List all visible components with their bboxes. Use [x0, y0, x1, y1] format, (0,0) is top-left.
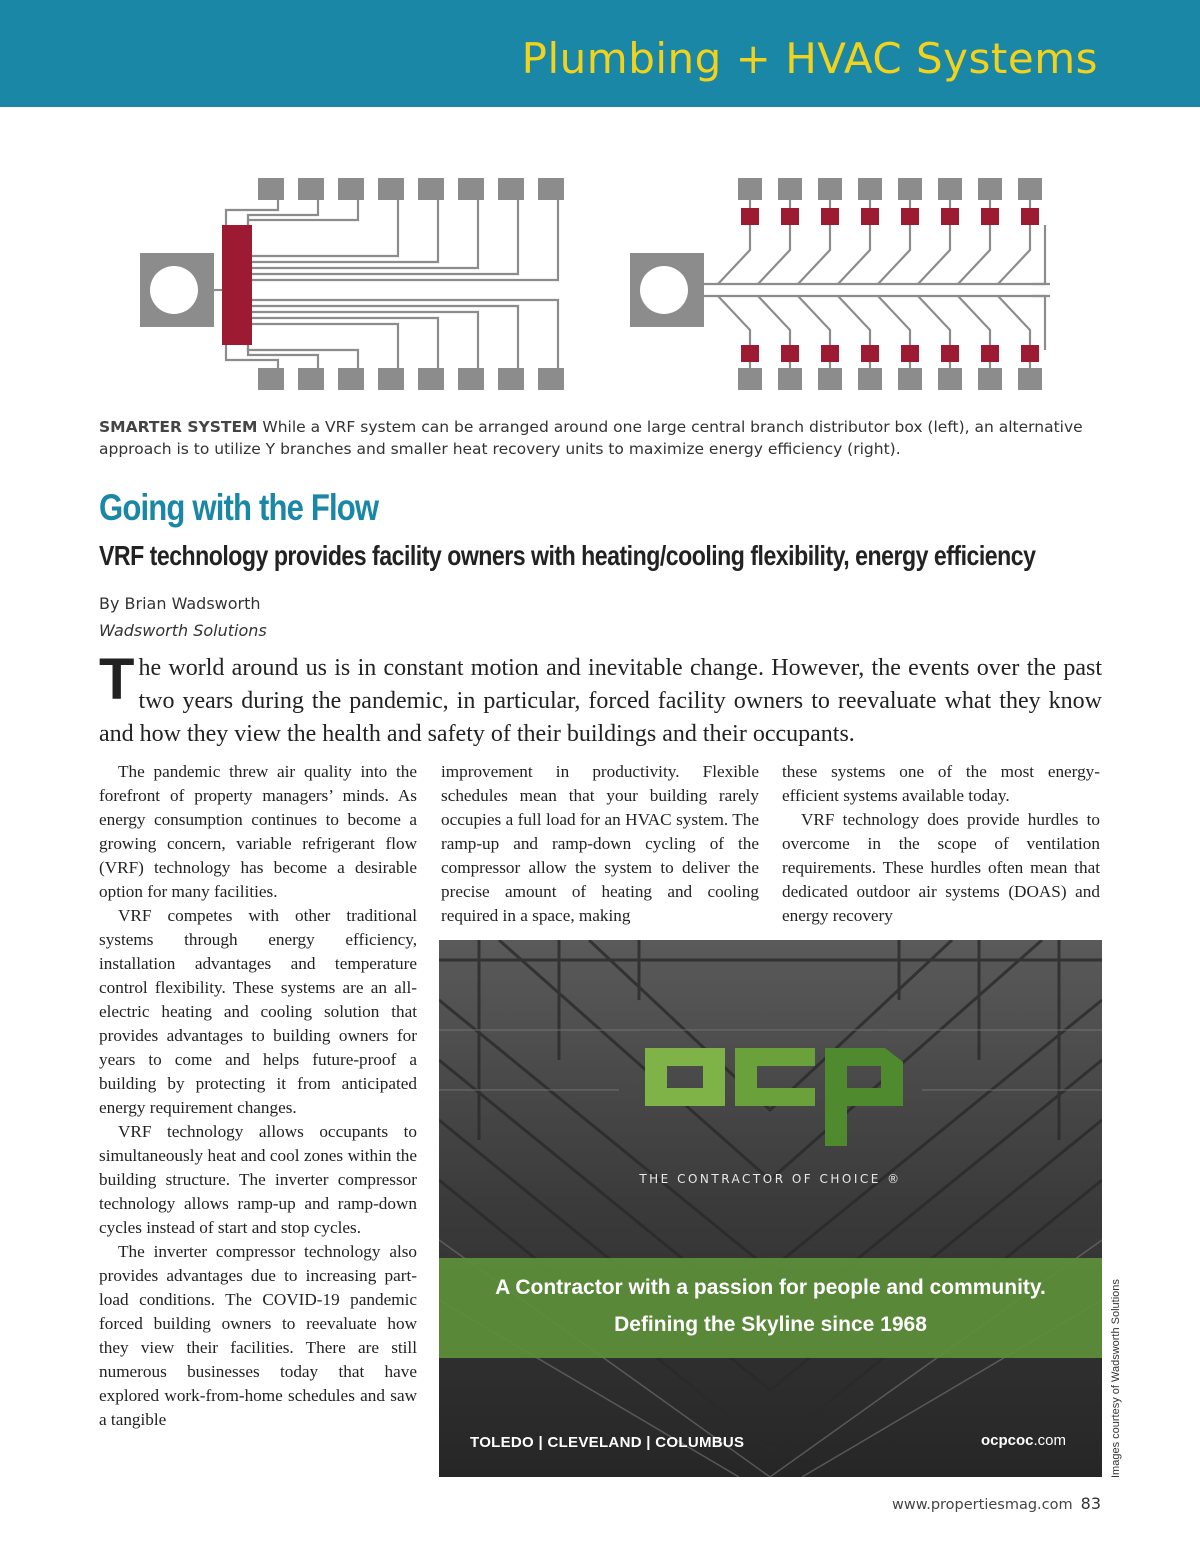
body-column-3	[782, 760, 1100, 928]
body-paragraph: The pandemic threw air quality into the forefront of property managers’ minds. As energy consumption continues to become a growing concern, variable refrigerant flow (VRF) technology has become a desirable option for many facilities.	[99, 762, 417, 901]
page-number: 83	[1080, 1494, 1101, 1513]
author-organization: Wadsworth Solutions	[99, 621, 267, 640]
section-banner	[0, 0, 1200, 107]
caption-text: While a VRF system can be arranged around one large central branch distributor box (left), an alternative approach is to utilize Y branches and smaller heat recovery units to maximize energy efficiency (right).	[99, 418, 1083, 458]
vrf-layout-diagram	[130, 170, 1070, 400]
image-credit: Images courtesy of Wadsworth Solutions	[1110, 1279, 1122, 1478]
body-paragraph: improvement in productivity. Flexible schedules mean that your building rarely occupies a full load for an HVAC system. The ramp-up and ramp-down cycling of the compressor allow the system to deliver the precise amount of heating and cooling required in a space, making	[441, 762, 759, 925]
ad-url-bold: ocpcoc	[980, 1432, 1034, 1449]
ad-tagline: THE CONTRACTOR OF CHOICE ®	[639, 1172, 902, 1186]
byline	[99, 590, 267, 644]
article-headline: Going with the Flow	[99, 487, 379, 528]
right-system	[630, 200, 1050, 370]
body-column-2	[441, 760, 759, 928]
ad-background-image	[439, 940, 1102, 1477]
body-paragraph: VRF competes with other traditional systems through energy efficiency, installation advantages and temperature control flexibility. These systems are an all-electric heating and cooling solution that provides advantages to building owners for years to come and helps future-proof a building by protecting it from anticipated energy requirement changes.	[99, 906, 417, 1117]
footer-site-link[interactable]: www.propertiesmag.com	[891, 1497, 1073, 1513]
body-paragraph: VRF technology allows occupants to simultaneously heat and cool zones within the building structure. The inverter compressor technology allows ramp-up and ramp-down cycles instead of start and stop cycles.	[99, 1122, 417, 1237]
body-paragraph: these systems one of the most energy-efficient systems available today.	[782, 762, 1100, 805]
ad-cities: TOLEDO | CLEVELAND | COLUMBUS	[470, 1434, 745, 1451]
lede-paragraph	[99, 647, 1102, 751]
lede-text: he world around us is in constant motion and inevitable change. However, the events over the past two years during the pandemic, in particular, forced facility owners to reevaluate what they know and how they view the health and safety of their buildings and their occupants.	[99, 655, 1102, 747]
article-subhead: VRF technology provides facility owners with heating/cooling flexibility, energy efficiency	[99, 540, 1036, 571]
ad-green-band	[439, 1258, 1102, 1358]
ad-url-tld: .com	[1033, 1432, 1066, 1449]
ad-url-link[interactable]	[981, 1432, 1066, 1449]
ad-subline: Defining the Skyline since 1968	[614, 1313, 927, 1336]
ocp-advertisement[interactable]	[439, 940, 1102, 1477]
page-footer	[892, 1494, 1101, 1513]
left-system	[140, 195, 558, 370]
caption-label: SMARTER SYSTEM	[99, 418, 258, 436]
figure-caption	[99, 416, 1104, 460]
body-column-1	[99, 760, 417, 1432]
section-title: Plumbing + HVAC Systems	[521, 34, 1098, 83]
author: By Brian Wadsworth	[99, 594, 261, 613]
body-paragraph: VRF technology does provide hurdles to overcome in the scope of ventilation requirements. These hurdles often mean that dedicated outdoor air systems (DOAS) and energy recovery	[782, 810, 1100, 925]
ad-headline: A Contractor with a passion for people and community.	[495, 1276, 1046, 1299]
branch-distributor-box	[222, 225, 252, 345]
drop-cap: T	[99, 647, 135, 712]
body-paragraph: The inverter compressor technology also provides advantages due to increasing part-load conditions. The COVID-19 pandemic forced building owners to reevaluate how they view their facilities. There are still numerous businesses today that have explored work-from-home schedules and saw a tangible	[99, 1242, 417, 1429]
